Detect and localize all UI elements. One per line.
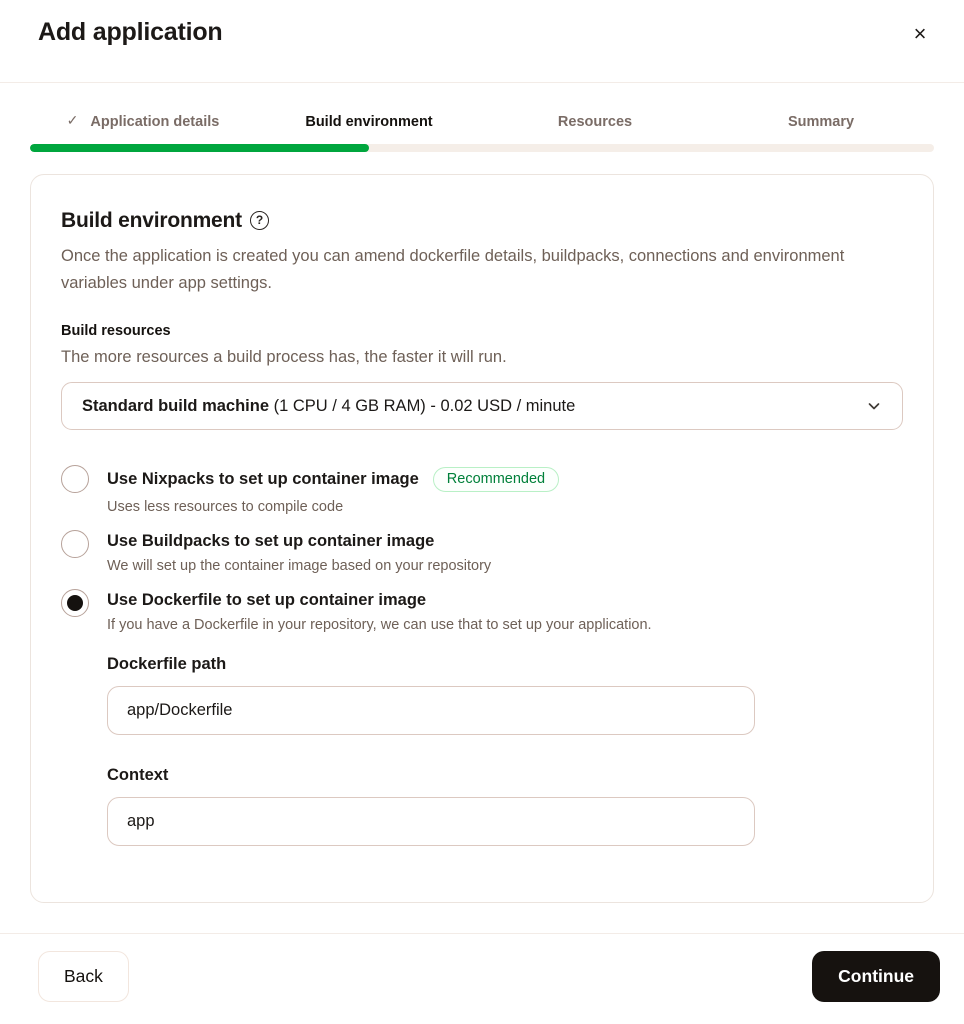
step-label: Resources <box>557 113 633 130</box>
select-value <box>82 397 575 416</box>
option-label[interactable]: Use Dockerfile to set up container image <box>107 591 427 610</box>
progress-bar <box>30 144 934 152</box>
option-description: If you have a Dockerfile in your repository, we can use that to set up your application. <box>107 617 652 634</box>
option-content <box>107 530 903 574</box>
recommended-badge: Recommended <box>433 467 559 492</box>
section-description: Once the application is created you can amend dockerfile details, buildpacks, connections and environment variables under app settings. <box>61 247 845 292</box>
dockerfile-path-input[interactable] <box>107 686 755 735</box>
option-description: Uses less resources to compile code <box>107 499 344 516</box>
select-value-name: Standard build machine <box>82 396 270 415</box>
step-application-details[interactable] <box>30 113 256 130</box>
build-environment-card <box>30 174 934 903</box>
continue-button[interactable]: Continue <box>812 951 940 1002</box>
context-label: Context <box>107 766 169 785</box>
step-build-environment[interactable] <box>256 113 482 130</box>
modal-title: Add application <box>38 18 223 46</box>
back-button[interactable]: Back <box>38 951 129 1002</box>
step-label: Build environment <box>305 113 433 130</box>
build-machine-select[interactable] <box>61 382 903 430</box>
radio-nixpacks[interactable] <box>61 465 89 493</box>
footer <box>0 934 964 1002</box>
wizard-stepper <box>30 83 934 130</box>
option-dockerfile <box>61 589 903 846</box>
option-label[interactable]: Use Buildpacks to set up container image <box>107 532 435 551</box>
modal-header <box>0 0 964 83</box>
option-buildpacks <box>61 530 903 574</box>
step-label: Summary <box>787 113 855 130</box>
section-title-text: Build environment <box>61 209 242 232</box>
help-icon[interactable]: ? <box>250 211 269 230</box>
option-nixpacks <box>61 465 903 515</box>
progress-fill <box>30 144 369 152</box>
build-resources-label: Build resources <box>61 323 171 340</box>
chevron-down-icon <box>866 398 882 414</box>
option-label[interactable]: Use Nixpacks to set up container image <box>107 470 419 489</box>
context-input[interactable] <box>107 797 755 846</box>
option-description: We will set up the container image based on your repository <box>107 558 492 575</box>
radio-buildpacks[interactable] <box>61 530 89 558</box>
radio-dockerfile[interactable] <box>61 589 89 617</box>
step-resources[interactable] <box>482 113 708 130</box>
select-value-detail: (1 CPU / 4 GB RAM) - 0.02 USD / minute <box>269 396 576 415</box>
build-resources-hint: The more resources a build process has, the faster it will run. <box>61 348 507 367</box>
option-content <box>107 465 903 515</box>
step-summary[interactable] <box>708 113 934 130</box>
step-label: Application details <box>90 113 220 130</box>
dockerfile-settings <box>107 655 903 846</box>
section-title <box>61 209 903 233</box>
check-icon: ✓ <box>66 112 79 128</box>
build-method-options <box>61 465 903 846</box>
dockerfile-path-label: Dockerfile path <box>107 655 227 674</box>
close-icon[interactable]: × <box>902 16 938 52</box>
option-content <box>107 589 903 846</box>
